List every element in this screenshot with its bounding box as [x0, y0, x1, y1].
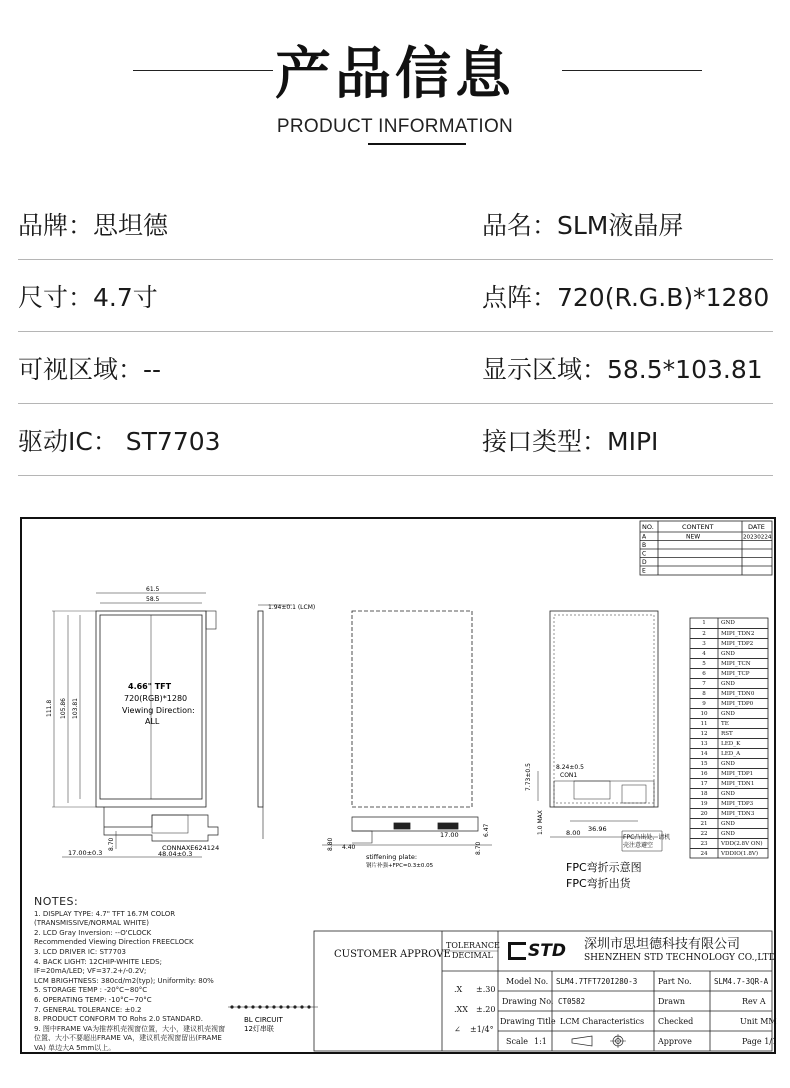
spec-interface: 接口类型：MIPI [482, 427, 659, 456]
pin-number: 21 [700, 821, 708, 827]
dim-fpc-offset: 17.00±0.3 [68, 849, 103, 857]
pin-number: 5 [702, 661, 706, 667]
note-line: 5. STORAGE TEMP : -20°C~80°C [34, 986, 148, 995]
model-no-label: Model No. [506, 977, 549, 986]
header-divider-right [562, 70, 702, 71]
rev-row-content: NEW [686, 533, 701, 541]
customer-approve-label: CUSTOMER APPROVE [334, 949, 451, 960]
tolerance-angle: ∠ [454, 1025, 461, 1034]
pin-row [690, 648, 768, 658]
pin-signal: GND [721, 651, 735, 657]
spec-size: 尺寸：4.7寸 [18, 283, 158, 312]
dim-side-e: 6.47 [483, 823, 490, 837]
pin-row [690, 668, 768, 678]
pin-number: 6 [702, 671, 706, 677]
pin-signal: MIPI_TDN0 [721, 691, 755, 697]
company-name-en: SHENZHEN STD TECHNOLOGY CO.,LTD [584, 953, 776, 963]
pin-number: 12 [700, 731, 708, 737]
note-line: 4. BACK LIGHT: 12CHIP-WHITE LEDS; [34, 957, 162, 966]
pin-number: 9 [702, 701, 706, 707]
tolerance-angle-value: ±1/4° [470, 1025, 494, 1034]
note-line: IF=20mA/LED; VF=37.2+/-0.2V; [34, 967, 147, 976]
dim-fpc-width: 48.04±0.3 [158, 850, 193, 858]
pin-number: 7 [702, 681, 706, 687]
note-line: VA) 单边大A 5mm以上。 [34, 1043, 116, 1052]
rev-label: Rev A [742, 997, 766, 1006]
lcm-thickness-label: 1.94±0.1 (LCM) [268, 604, 316, 611]
pin-number: 24 [700, 851, 708, 857]
pin-signal: GND [721, 791, 735, 797]
rev-row-date: 20230224 [743, 534, 772, 541]
spec-product-name: 品名：SLM液晶屏 [482, 211, 684, 240]
pin-signal: GND [721, 831, 735, 837]
pin-row [690, 658, 768, 668]
notes-heading: NOTES: [34, 895, 79, 908]
rev-header-content: CONTENT [682, 523, 714, 531]
unit-label: Unit MM [740, 1017, 777, 1026]
dim-height-inner: 103.81 [72, 698, 79, 719]
pin-number: 20 [700, 811, 708, 817]
fpc-note-2: 壳注意避空 [623, 842, 654, 849]
spec-resolution: 点阵：720(R.G.B)*1280 [482, 283, 770, 312]
note-line: LCM BRIGHTNESS: 380cd/m2(typ); Uniformity: 80% [34, 976, 214, 985]
subtitle-underline [368, 143, 466, 145]
pin-row [690, 818, 768, 828]
projection-symbol-icon [568, 1034, 638, 1048]
pin-signal: MIPI_TDN2 [721, 631, 755, 637]
tolerance-x-value: ±.30 [476, 985, 496, 994]
pin-number: 16 [700, 771, 708, 777]
dim-side-d: 8.70 [475, 841, 482, 855]
pin-row [690, 738, 768, 748]
rev-row-no: D [642, 559, 647, 566]
spec-driver-ic: 驱动IC： ST7703 [18, 427, 221, 456]
screen-size-label: 4.66" TFT [128, 682, 172, 691]
scale-value: 1:1 [534, 1037, 547, 1046]
dim-back-b: 7.73±0.5 [525, 763, 532, 791]
drawing-notes [34, 897, 234, 1054]
pin-number: 11 [700, 721, 708, 727]
dim-side-b: 4.40 [342, 844, 356, 851]
spec-row [18, 404, 773, 476]
page-label: Page 1/1 [742, 1037, 778, 1046]
scale-label: Scale [506, 1037, 529, 1046]
dim-fpc-height: 8.70 [108, 837, 115, 851]
logo-text: STD [528, 941, 566, 961]
pin-row [690, 638, 768, 648]
screen-resolution-label: 720(RGB)*1280 [124, 694, 188, 703]
fpc-note-1: FPC凸出处，请机 [623, 834, 671, 841]
note-line: (TRANSMISSIVE/NORMAL WHITE) [34, 919, 149, 928]
note-line: Recommended Viewing Direction FREECLOCK [34, 938, 194, 947]
checked-label: Checked [658, 1017, 694, 1026]
pin-row [690, 838, 768, 848]
fpc-bend-shipping-label: FPC弯折出货 [566, 877, 631, 890]
lcm-side-outline [258, 611, 263, 807]
pin-signal: MIPI_TDP3 [721, 801, 754, 807]
pin-signal: MIPI_TDP1 [721, 771, 754, 777]
pin-number: 22 [700, 831, 708, 837]
pin-signal: MIPI_TDN3 [721, 811, 755, 817]
pin-signal: MIPI_TDP0 [721, 701, 754, 707]
pin-signal: MIPI_TCP [721, 671, 750, 677]
spec-viewing-area: 可视区域：-- [18, 355, 162, 384]
pin-signal: GND [721, 761, 735, 767]
note-line: 2. LCD Gray Inversion: --O'CLOCK [34, 928, 152, 937]
dim-width-inner: 58.5 [146, 596, 160, 603]
lcm-back-dashed [352, 611, 472, 807]
drawing-no-value: CT0582 [558, 997, 586, 1006]
page-header [0, 0, 790, 160]
pin-signal: TE [721, 721, 729, 727]
pin-row [690, 618, 768, 628]
approve-label: Approve [658, 1037, 692, 1046]
pin-signal: GND [721, 681, 735, 687]
pin-number: 2 [702, 631, 706, 637]
note-line: 1. DISPLAY TYPE: 4.7" TFT 16.7M COLOR [34, 909, 176, 918]
tolerance-label: TOLERANCE [446, 941, 500, 950]
spec-row [18, 332, 773, 404]
pin-signal: MIPI_TCN [721, 661, 751, 667]
model-no-value: SLM4.7TFT720I280-3 [556, 977, 638, 986]
dim-side-a: 8.80 [327, 837, 334, 851]
pin-row [690, 768, 768, 778]
dim-back-d: 8.00 [566, 829, 581, 837]
pin-number: 8 [702, 691, 706, 697]
rev-row-no: C [642, 550, 647, 558]
pin-signal: GND [721, 711, 735, 717]
pin-number: 4 [702, 651, 706, 657]
pin-row [690, 758, 768, 768]
pin-signal: GND [721, 821, 735, 827]
pin-number: 17 [700, 781, 708, 787]
pin-row [690, 798, 768, 808]
pin-signal: MIPI_TDN1 [721, 781, 755, 787]
pin-row [690, 718, 768, 728]
dim-back-e: 1.0 MAX [537, 810, 544, 835]
drawing-title-value: LCM Characteristics [560, 1017, 645, 1026]
pin-signal: LED_K [721, 741, 741, 747]
dim-width-outer: 61.5 [146, 586, 160, 593]
decimal-label: DECIMAL [452, 951, 493, 960]
spec-row [18, 260, 773, 332]
dim-height-outer: 111.8 [46, 699, 53, 717]
pin-number: 18 [700, 791, 708, 797]
technical-drawing [20, 517, 776, 1054]
pin-number: 1 [702, 620, 706, 626]
rev-row-no: A [642, 533, 647, 541]
bl-circuit-label: BL CIRCUIT [244, 1016, 283, 1024]
rev-header-date: DATE [748, 523, 765, 531]
viewing-direction-label: Viewing Direction: [122, 706, 195, 715]
pin-signal: VDDIO(1.8V) [721, 851, 759, 857]
pin-row [690, 698, 768, 708]
pin-number: 19 [700, 801, 708, 807]
fpc-bend-diagram-label: FPC弯折示意图 [566, 861, 642, 874]
pin-table-rows [690, 618, 768, 858]
part-no-label: Part No. [658, 977, 692, 986]
drawn-label: Drawn [658, 997, 686, 1006]
dim-height-mid: 105.86 [60, 698, 67, 719]
spec-row [18, 188, 773, 260]
pin-number: 3 [702, 641, 706, 647]
company-logo [508, 939, 574, 963]
pin-signal: RST [721, 731, 733, 737]
pin-row [690, 728, 768, 738]
viewing-direction-value: ALL [145, 717, 160, 726]
dim-side-c: 17.00 [440, 831, 459, 839]
note-line: 8. PRODUCT CONFORM TO Rohs 2.0 STANDARD. [34, 1015, 203, 1024]
pin-signal: VDD(2.8V ON) [721, 841, 763, 847]
drawing-no-label: Drawing No. [502, 997, 554, 1006]
note-line: 7. GENERAL TOLERANCE: ±0.2 [34, 1005, 142, 1014]
rev-header-no: NO. [642, 523, 654, 531]
stiffener-label: stiffening plate: [366, 853, 418, 861]
tolerance-xx-value: ±.20 [476, 1005, 496, 1014]
stiffener-note: 钢片补强+FPC=0.3±0.05 [366, 863, 434, 869]
dim-back-a: 8.24±0.5 [556, 764, 584, 771]
pin-row [690, 828, 768, 838]
pin-row [690, 778, 768, 788]
rev-row-no: E [642, 567, 646, 575]
tolerance-x: .X [454, 985, 463, 994]
note-line: 9. 图中FRAME VA为推荐机壳视窗位置，大小，建议机壳视窗 [34, 1024, 226, 1033]
pin-row [690, 708, 768, 718]
notes-lines [34, 910, 234, 1054]
pin-number: 15 [700, 761, 708, 767]
bl-circuit-note: 12灯串联 [244, 1025, 274, 1033]
pin-number: 13 [700, 741, 708, 747]
pin-number: 14 [700, 751, 708, 757]
pin-row [690, 688, 768, 698]
part-no-value: SLM4.7-3QR-A [714, 977, 769, 986]
logo-mark [508, 942, 526, 960]
company-name-cn: 深圳市思坦德科技有限公司 [584, 937, 741, 952]
connector-label: CONNAXE624124 [162, 844, 220, 852]
pin-number: 23 [700, 841, 708, 847]
pin-signal: LED_A [721, 751, 741, 757]
note-line: 6. OPERATING TEMP: -10°C~70°C [34, 995, 152, 1004]
page-subtitle: PRODUCT INFORMATION [276, 116, 514, 137]
rev-row-no: B [642, 542, 647, 549]
pin-signal: GND [721, 620, 735, 626]
spec-display-area: 显示区域：58.5*103.81 [482, 355, 763, 384]
spec-brand: 品牌：思坦德 [18, 211, 169, 240]
note-line: 位置、大小不要超出FRAME VA，建议机壳视窗留出(FRAME [34, 1034, 222, 1043]
pin-number: 10 [700, 711, 708, 717]
tolerance-xx: .XX [454, 1005, 468, 1014]
note-line: 3. LCD DRIVER IC: ST7703 [34, 947, 126, 956]
pin-row [690, 628, 768, 638]
pin-row [690, 748, 768, 758]
pin-row [690, 848, 768, 858]
pin-row [690, 678, 768, 688]
pin-row [690, 788, 768, 798]
connector-ref: CON1 [560, 772, 578, 779]
dim-back-c: 36.96 [588, 825, 607, 833]
page-title: 产品信息 [275, 42, 515, 107]
drawing-title-label: Drawing Title [500, 1017, 556, 1026]
pin-row [690, 808, 768, 818]
pin-signal: MIPI_TDP2 [721, 641, 754, 647]
